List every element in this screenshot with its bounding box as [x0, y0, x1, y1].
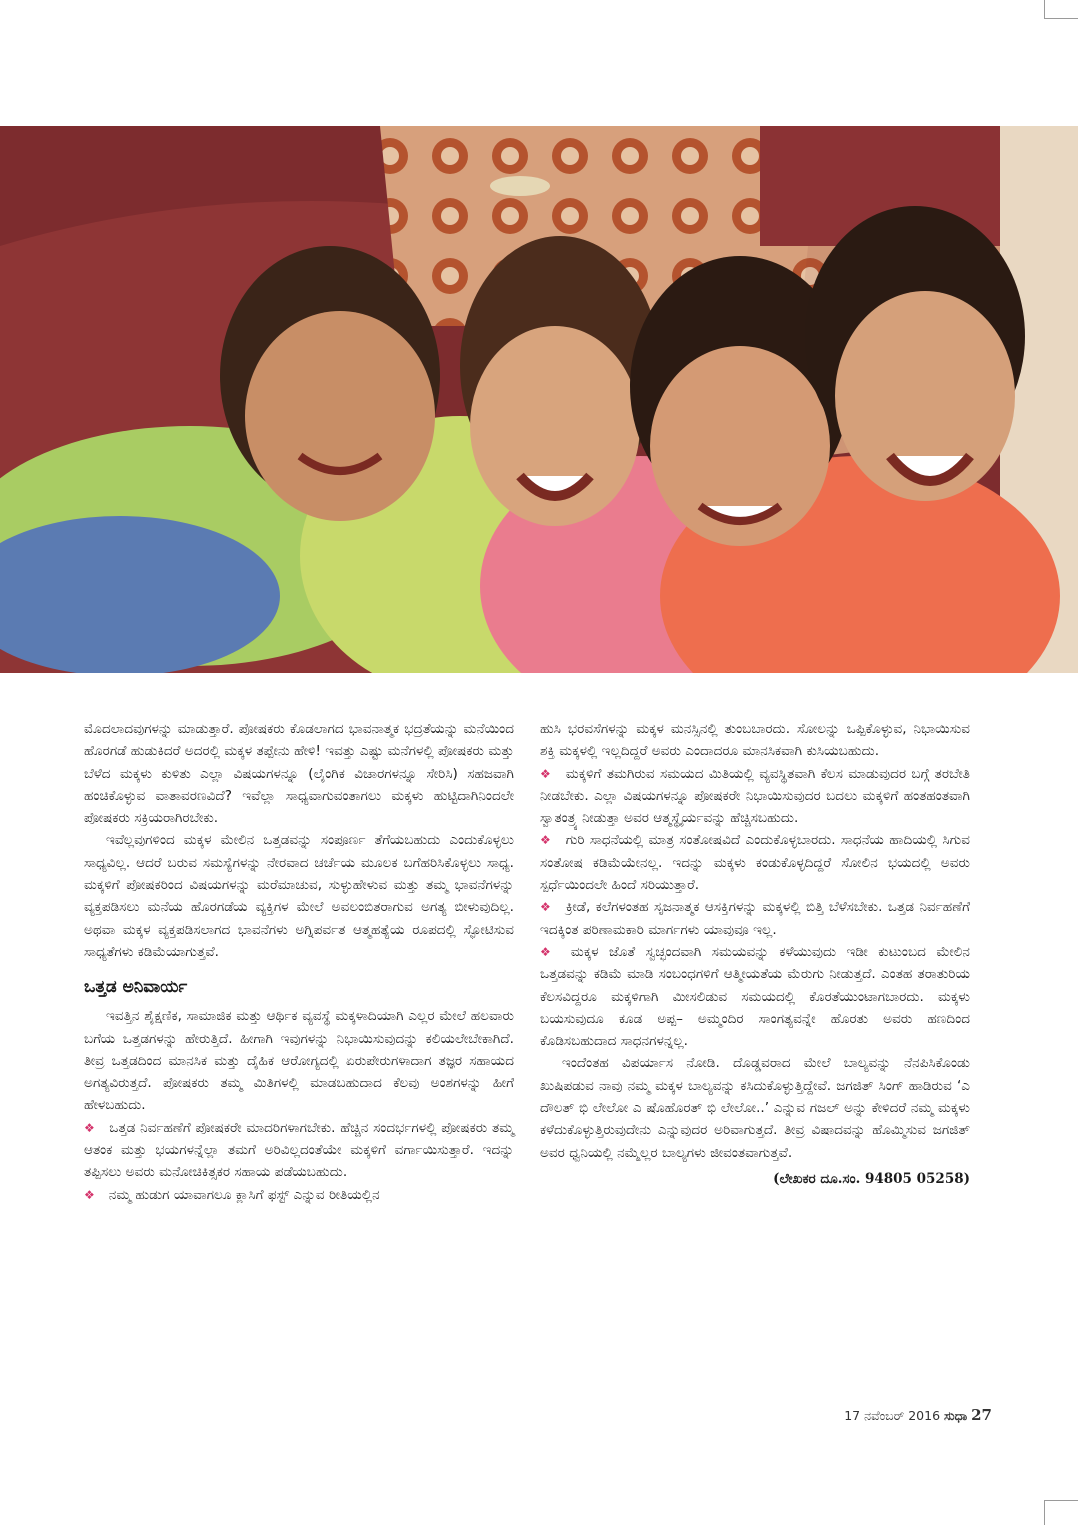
crop-mark-bottom-right-h [1044, 1500, 1078, 1501]
page-footer [844, 1406, 992, 1424]
bullet-text: ಕ್ರೀಡೆ, ಕಲೆಗಳಂತಹ ಸೃಜನಾತ್ಮಕ ಆಸಕ್ತಿಗಳನ್ನು ಮಕ್ಕಳಲ್ಲಿ ಬಿತ್ತಿ ಬೆಳೆಸಬೇಕು. ಒತ್ತಡ ನಿರ್ವಹಣೆಗೆ ಇದಕ್ಕಿಂತ ಪರಿಣಾಮಕಾರಿ ಮಾರ್ಗಗಳು ಯಾವುವೂ ಇಲ್ಲ. [540, 899, 970, 938]
crop-mark-top-right-h [1044, 18, 1078, 19]
bullet-text: ಗುರಿ ಸಾಧನೆಯಲ್ಲಿ ಮಾತ್ರ ಸಂತೋಷವಿದೆ ಎಂದುಕೊಳ್ಳಬಾರದು. ಸಾಧನೆಯ ಹಾದಿಯಲ್ಲಿ ಸಿಗುವ ಸಂತೋಷ ಕಡಿಮೆಯೇನಲ್ಲ. ಇದನ್ನು ಮಕ್ಕಳು ಕಂಡುಕೊಳ್ಳದಿದ್ದರೆ ಸೋಲಿನ ಭಯದಲ್ಲಿ ಅವರು ಸ್ಪರ್ಧೆಯಿಂದಲೇ ಹಿಂದೆ ಸರಿಯುತ್ತಾರೆ. [540, 832, 970, 894]
section-heading: ಒತ್ತಡ ಅನಿವಾರ್ಯ [84, 977, 188, 998]
crop-mark-bottom-right [1044, 1500, 1045, 1525]
photo-four-smiling-children [0, 126, 1078, 673]
bullet-text: ಒತ್ತಡ ನಿರ್ವಹಣೆಗೆ ಪೋಷಕರೇ ಮಾದರಿಗಳಾಗಬೇಕು. ಹೆಚ್ಚಿನ ಸಂದರ್ಭಗಳಲ್ಲಿ ಪೋಷಕರು ತಮ್ಮ ಆತಂಕ ಮತ್ತು ಭಯಗಳನ್ನೆಲ್ಲಾ ತಮಗೆ ಅರಿವಿಲ್ಲದಂತೆಯೇ ಮಕ್ಕಳಿಗೆ ವರ್ಗಾಯಿಸುತ್ತಾರೆ. ಇದನ್ನು ತಪ್ಪಿಸಲು ಅವರು ಮನೋಚಿಕಿತ್ಸಕರ ಸಹಾಯ ಪಡೆಯಬಹುದು. [84, 1119, 514, 1181]
paragraph: ಹುಸಿ ಭರವಸೆಗಳನ್ನು ಮಕ್ಕಳ ಮನಸ್ಸಿನಲ್ಲಿ ತುಂಬಬಾರದು. ಸೋಲನ್ನು ಒಪ್ಪಿಕೊಳ್ಳುವ, ನಿಭಾಯಿಸುವ ಶಕ್ತಿ ಮಕ್ಕಳಲ್ಲಿ ಇಲ್ಲದಿದ್ದರೆ ಅವರು ಎಂದಾದರೂ ಮಾನಸಿಕವಾಗಿ ಕುಸಿಯಬಹುದು. [540, 721, 970, 760]
crop-mark-top-right [1044, 0, 1045, 18]
bullet-item [540, 763, 970, 830]
diamond-bullet-icon: ❖ [84, 1120, 96, 1135]
author-contact: (ಲೇಖಕರ ದೂ.ಸಂ. 94805 05258) [773, 1170, 970, 1187]
article-left-column [84, 718, 514, 1206]
diamond-bullet-icon: ❖ [540, 833, 552, 848]
bullet-text: ಮಕ್ಕಳಿಗೆ ತಮಗಿರುವ ಸಮಯದ ಮಿತಿಯಲ್ಲಿ ವ್ಯವಸ್ಥಿತವಾಗಿ ಕೆಲಸ ಮಾಡುವುದರ ಬಗ್ಗೆ ತರಬೇತಿ ನೀಡಬೇಕು. ಎಲ್ಲಾ ವಿಷಯಗಳನ್ನೂ ಪೋಷಕರೇ ನಿಭಾಯಿಸುವುದರ ಬದಲು ಮಕ್ಕಳಿಗೆ ಹಂತಹಂತವಾಗಿ ಸ್ವಾತಂತ್ರ್ಯ ನೀಡುತ್ತಾ ಅವರ ಆತ್ಮಸ್ಥೈರ್ಯವನ್ನು ಹೆಚ್ಚಿಸಬಹುದು. [540, 765, 970, 827]
bullet-item [84, 1117, 514, 1184]
diamond-bullet-icon: ❖ [540, 766, 552, 781]
article-right-column [540, 718, 970, 1190]
paragraph: ಇವೆಲ್ಲವುಗಳಿಂದ ಮಕ್ಕಳ ಮೇಲಿನ ಒತ್ತಡವನ್ನು ಸಂಪೂರ್ಣ ತೆಗೆಯಬಹುದು ಎಂದುಕೊಳ್ಳಲು ಸಾಧ್ಯವಿಲ್ಲ. ಆದರೆ ಬರುವ ಸಮಸ್ಯೆಗಳನ್ನು ನೇರವಾದ ಚರ್ಚೆಯ ಮೂಲಕ ಬಗೆಹರಿಸಿಕೊಳ್ಳಲು ಸಾಧ್ಯ. ಮಕ್ಕಳಿಗೆ ಪೋಷಕರಿಂದ ವಿಷಯಗಳನ್ನು ಮರೆಮಾಚುವ, ಸುಳ್ಳುಹೇಳುವ ಮತ್ತು ತಮ್ಮ ಭಾವನೆಗಳನ್ನು ವ್ಯಕ್ತಪಡಿಸಲು ಮನೆಯ ಹೊರಗಡೆಯ ವ್ಯಕ್ತಿಗಳ ಮೇಲೆ ಅವಲಂಬಿತರಾಗುವ ಅಗತ್ಯ ಬೀಳುವುದಿಲ್ಲ. ಅಥವಾ ಮಕ್ಕಳ ವ್ಯಕ್ತಪಡಿಸಲಾಗದ ಭಾವನೆಗಳು ಅಗ್ನಿಪರ್ವತ ಆತ್ಮಹತ್ಯೆಯ ರೂಪದಲ್ಲಿ ಸ್ಫೋಟಿಸುವ ಸಾಧ್ಯತೆಗಳು ಕಡಿಮೆಯಾಗುತ್ತವೆ. [84, 832, 514, 960]
bullet-item [540, 829, 970, 896]
bullet-item [540, 896, 970, 941]
paragraph: ಇವತ್ತಿನ ಶೈಕ್ಷಣಿಕ, ಸಾಮಾಜಿಕ ಮತ್ತು ಆರ್ಥಿಕ ವ್ಯವಸ್ಥೆ ಮಕ್ಕಳಾದಿಯಾಗಿ ಎಲ್ಲರ ಮೇಲೆ ಹಲವಾರು ಬಗೆಯ ಒತ್ತಡಗಳನ್ನು ಹೇರುತ್ತಿದೆ. ಹೀಗಾಗಿ ಇವುಗಳನ್ನು ನಿಭಾಯಿಸುವುದನ್ನು ಕಲಿಯಲೇಬೇಕಾಗಿದೆ. ತೀವ್ರ ಒತ್ತಡದಿಂದ ಮಾನಸಿಕ ಮತ್ತು ದೈಹಿಕ ಆರೋಗ್ಯದಲ್ಲಿ ಏರುಪೇರುಗಳಾದಾಗ ತಜ್ಞರ ಸಹಾಯದ ಅಗತ್ಯವಿರುತ್ತದೆ. ಪೋಷಕರು ತಮ್ಮ ಮಿತಿಗಳಲ್ಲಿ ಮಾಡಬಹುದಾದ ಕೆಲವು ಅಂಶಗಳನ್ನು ಹೀಗೆ ಹೇಳಬಹುದು. [84, 1008, 514, 1114]
issue-date: 17 ನವೆಂಬರ್ 2016 [844, 1408, 941, 1423]
paragraph: ಮೊದಲಾದವುಗಳನ್ನು ಮಾಡುತ್ತಾರೆ. ಪೋಷಕರು ಕೊಡಲಾಗದ ಭಾವನಾತ್ಮಕ ಭದ್ರತೆಯನ್ನು ಮನೆಯಿಂದ ಹೊರಗಡೆ ಹುಡುಕಿದರೆ ಅದರಲ್ಲಿ ಮಕ್ಕಳ ತಪ್ಪೇನು ಹೇಳಿ! ಇವತ್ತು ಎಷ್ಟು ಮನೆಗಳಲ್ಲಿ ಪೋಷಕರು ಮತ್ತು ಬೆಳೆದ ಮಕ್ಕಳು ಕುಳಿತು ಎಲ್ಲಾ ವಿಷಯಗಳನ್ನೂ (ಲೈಂಗಿಕ ವಿಚಾರಗಳನ್ನೂ ಸೇರಿಸಿ) ಸಹಜವಾಗಿ ಹಂಚಿಕೊಳ್ಳುವ ವಾತಾವರಣವಿದೆ? ಇವೆಲ್ಲಾ ಸಾಧ್ಯವಾಗುವಂತಾಗಲು ಮಕ್ಕಳು ಹುಟ್ಟಿದಾಗಿನಿಂದಲೇ ಪೋಷಕರು ಸಕ್ರಿಯರಾಗಿರಬೇಕು. [84, 721, 514, 827]
bullet-item [84, 1184, 514, 1206]
page-number: 27 [971, 1406, 992, 1424]
paragraph: ಇಂದೆಂತಹ ವಿಪರ್ಯಾಸ ನೋಡಿ. ದೊಡ್ಡವರಾದ ಮೇಲೆ ಬಾಲ್ಯವನ್ನು ನೆನಪಿಸಿಕೊಂಡು ಖುಷಿಪಡುವ ನಾವು ನಮ್ಮ ಮಕ್ಕಳ ಬಾಲ್ಯವನ್ನು ಕಸಿದುಕೊಳ್ಳುತ್ತಿದ್ದೇವೆ. ಜಗಜಿತ್ ಸಿಂಗ್ ಹಾಡಿರುವ ‘ಎ ದೌಲತ್ ಭಿ ಲೇಲೋ ಎ ಷೊಹೊರತ್ ಭಿ ಲೇಲೋ..’ ಎನ್ನುವ ಗಜಲ್ ಅನ್ನು ಕೇಳಿದರೆ ನಮ್ಮ ಮಕ್ಕಳು ಕಳೆದುಕೊಳ್ಳುತ್ತಿರುವುದೇನು ಎನ್ನುವುದರ ಅರಿವಾಗುತ್ತದೆ. ತೀವ್ರ ವಿಷಾದವನ್ನು ಹೊಮ್ಮಿಸುವ ಜಗಜಿತ್ ಅವರ ಧ್ವನಿಯಲ್ಲಿ ನಮ್ಮೆಲ್ಲರ ಬಾಲ್ಯಗಳು ಜೀವಂತವಾಗುತ್ತವೆ. [540, 1055, 970, 1161]
bullet-text: ನಮ್ಮ ಹುಡುಗ ಯಾವಾಗಲೂ ಕ್ಲಾಸಿಗೆ ಫಸ್ಟ್ ಎನ್ನುವ ರೀತಿಯಲ್ಲಿನ [108, 1186, 380, 1203]
diamond-bullet-icon: ❖ [540, 900, 552, 915]
bullet-text: ಮಕ್ಕಳ ಜೊತೆ ಸ್ವಚ್ಛಂದವಾಗಿ ಸಮಯವನ್ನು ಕಳೆಯುವುದು ಇಡೀ ಕುಟುಂಬದ ಮೇಲಿನ ಒತ್ತಡವನ್ನು ಕಡಿಮೆ ಮಾಡಿ ಸಂಬಂಧಗಳಿಗೆ ಆತ್ಮೀಯತೆಯ ಮೆರುಗು ನೀಡುತ್ತದೆ. ಎಂತಹ ತರಾತುರಿಯ ಕೆಲಸವಿದ್ದರೂ ಮಕ್ಕಳಿಗಾಗಿ ಮೀಸಲಿಡುವ ಸಮಯದಲ್ಲಿ ಕೊರತೆಯುಂಟಾಗಬಾರದು. ಮಕ್ಕಳು ಬಯಸುವುದೂ ಕೂಡ ಅಪ್ಪ– ಅಮ್ಮಂದಿರ ಸಾಂಗತ್ಯವನ್ನೇ ಹೊರತು ಅವರು ಹಣದಿಂದ ಕೊಡಿಸಬಹುದಾದ ಸಾಧನಗಳನ್ನಲ್ಲ. [540, 943, 970, 1050]
diamond-bullet-icon: ❖ [84, 1187, 95, 1202]
magazine-name: ಸುಧಾ [944, 1408, 968, 1423]
bullet-item [540, 941, 970, 1052]
article-photo [0, 126, 1078, 673]
diamond-bullet-icon: ❖ [540, 944, 557, 959]
